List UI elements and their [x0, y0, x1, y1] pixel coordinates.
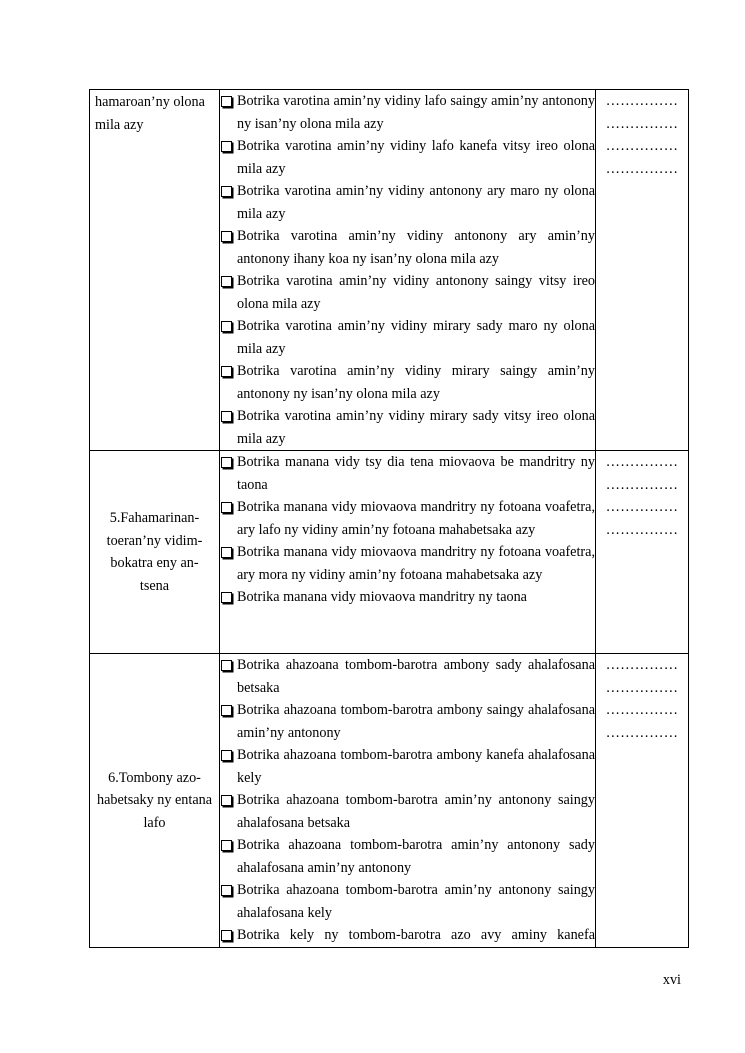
checkbox-icon[interactable] — [221, 186, 232, 197]
checkbox-icon[interactable] — [221, 547, 232, 558]
answer-field[interactable] — [596, 90, 689, 451]
evaluation-table — [89, 89, 689, 948]
answer-field[interactable] — [596, 654, 689, 948]
checkbox-icon[interactable] — [221, 705, 232, 716]
option-item[interactable]: Botrika ahazoana tombom-barotra ambony saingy ahalafosana amin’ny antonony — [220, 699, 595, 744]
dotted-line: …………… — [605, 499, 679, 515]
options-list — [220, 451, 596, 654]
option-item[interactable]: Botrika manana vidy tsy dia tena miovaova be mandritry ny taona — [220, 451, 595, 496]
dotted-line: …………… — [605, 476, 679, 493]
table-row — [90, 451, 689, 654]
criterion-label: 5.Fahamarinan-toeran’ny vidim-bokatra eny an-tsena — [90, 451, 220, 654]
dotted-line: …………… — [605, 160, 679, 177]
dotted-line: …………… — [605, 115, 679, 132]
checkbox-icon[interactable] — [221, 795, 232, 806]
dotted-line: …………… — [605, 724, 679, 741]
dotted-line: …………… — [605, 521, 679, 538]
dotted-line: …………… — [605, 138, 679, 154]
checkbox-icon[interactable] — [221, 96, 232, 107]
checkbox-icon[interactable] — [221, 411, 232, 422]
checkbox-icon[interactable] — [221, 231, 232, 242]
option-item[interactable]: Botrika ahazoana tombom-barotra amin’ny antonony saingy ahalafosana kely — [220, 879, 595, 924]
option-item[interactable]: Botrika ahazoana tombom-barotra amin’ny antonony sady ahalafosana amin’ny antonony — [220, 834, 595, 879]
option-item[interactable]: Botrika varotina amin’ny vidiny antonony saingy vitsy ireo olona mila azy — [220, 270, 595, 315]
option-item[interactable]: Botrika varotina amin’ny vidiny antonony ary amin’ny antonony ihany koa ny isan’ny olona mila azy — [220, 225, 595, 270]
checkbox-icon[interactable] — [221, 840, 232, 851]
dotted-line: …………… — [605, 454, 679, 470]
checkbox-icon[interactable] — [221, 502, 232, 513]
answer-field[interactable] — [596, 451, 689, 654]
option-item[interactable]: Botrika varotina amin’ny vidiny mirary saingy amin’ny antonony ny isan’ny olona mila azy — [220, 360, 595, 405]
table-row — [90, 90, 689, 451]
option-item[interactable]: Botrika manana vidy miovaova mandritry ny fotoana voafetra, ary lafo ny vidiny amin’ny fotoana mahabetsaka azy — [220, 496, 595, 541]
option-item[interactable]: Botrika varotina amin’ny vidiny antonony ary maro ny olona mila azy — [220, 180, 595, 225]
checkbox-icon[interactable] — [221, 592, 232, 603]
option-item[interactable]: Botrika ahazoana tombom-barotra amin’ny antonony saingy ahalafosana betsaka — [220, 789, 595, 834]
checkbox-icon[interactable] — [221, 457, 232, 468]
dotted-line: …………… — [605, 657, 679, 673]
checkbox-icon[interactable] — [221, 885, 232, 896]
option-item[interactable]: Botrika manana vidy miovaova mandritry ny fotoana voafetra, ary mora ny vidiny amin’ny fotoana mahabetsaka azy — [220, 541, 595, 586]
option-item[interactable]: Botrika ahazoana tombom-barotra ambony kanefa ahalafosana kely — [220, 744, 595, 789]
table-row — [90, 654, 689, 948]
page-number: xvi — [662, 972, 681, 988]
option-item[interactable]: Botrika varotina amin’ny vidiny mirary sady maro ny olona mila azy — [220, 315, 595, 360]
checkbox-icon[interactable] — [221, 750, 232, 761]
option-item[interactable]: Botrika manana vidy miovaova mandritry ny taona — [220, 586, 595, 609]
checkbox-icon[interactable] — [221, 930, 232, 941]
dotted-line: …………… — [605, 702, 679, 718]
option-item[interactable]: Botrika varotina amin’ny vidiny mirary sady vitsy ireo olona mila azy — [220, 405, 595, 450]
checkbox-icon[interactable] — [221, 141, 232, 152]
option-item[interactable]: Botrika varotina amin’ny vidiny lafo kanefa vitsy ireo olona mila azy — [220, 135, 595, 180]
options-list — [220, 654, 596, 948]
checkbox-icon[interactable] — [221, 321, 232, 332]
option-item[interactable]: Botrika ahazoana tombom-barotra ambony sady ahalafosana betsaka — [220, 654, 595, 699]
criterion-label: 6.Tombony azo-habetsaky ny entana lafo — [90, 654, 220, 948]
dotted-line: …………… — [605, 93, 679, 109]
option-item[interactable]: Botrika kely ny tombom-barotra azo avy aminy kanefa — [220, 924, 595, 947]
criterion-label: hamaroan’ny olona mila azy — [90, 90, 220, 451]
dotted-line: …………… — [605, 679, 679, 696]
checkbox-icon[interactable] — [221, 660, 232, 671]
option-item[interactable]: Botrika varotina amin’ny vidiny lafo saingy amin’ny antonony ny isan’ny olona mila azy — [220, 90, 595, 135]
options-list — [220, 90, 596, 451]
checkbox-icon[interactable] — [221, 276, 232, 287]
checkbox-icon[interactable] — [221, 366, 232, 377]
